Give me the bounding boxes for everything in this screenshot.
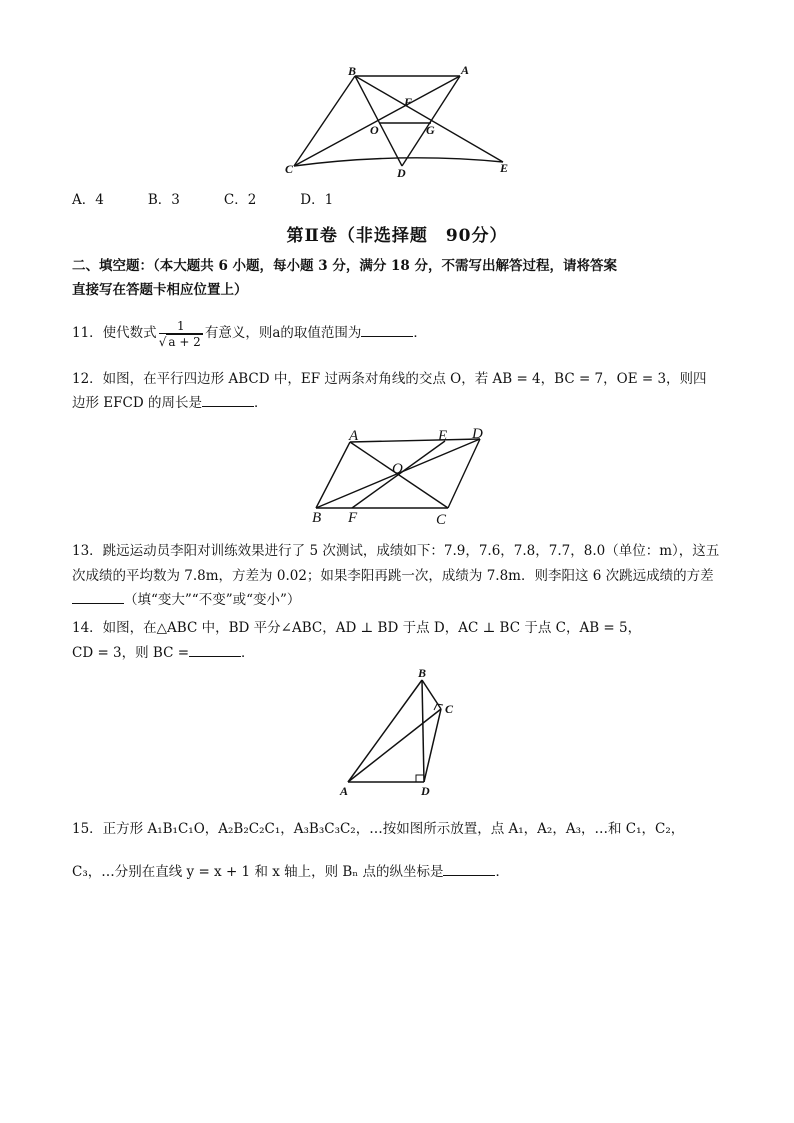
choice-d: D．1 <box>300 192 334 208</box>
fig10-label-F: F <box>404 95 413 109</box>
figure-q14 <box>336 664 466 804</box>
q12-line2-text: 边形 EFCD 的周长是 <box>72 395 202 411</box>
q15-answer-blank[interactable] <box>443 863 495 876</box>
fig10-label-B: B <box>348 64 357 78</box>
fig12-label-D: D <box>472 426 483 442</box>
figure-q10 <box>280 62 520 182</box>
q13-line1: 13．跳远运动员李阳对训练效果进行了 5 次测试，成绩如下：7.9，7.6，7.8，7.7，8.0（单位：m），这五 <box>72 543 720 559</box>
q11-pre: 11．使代数式 <box>72 325 157 341</box>
q12-answer-blank[interactable] <box>202 394 254 407</box>
fig12-label-O: O <box>392 461 403 477</box>
fig10-label-E: E <box>500 161 509 175</box>
q11-answer-blank[interactable] <box>361 324 413 337</box>
choice-a: A．4 <box>72 192 104 208</box>
fig12-label-E: E <box>438 428 448 444</box>
q15-line1: 15．正方形 A₁B₁C₁O，A₂B₂C₂C₁，A₃B₃C₃C₂，…按如图所示放置，点 A₁，A₂，A₃，…和 C₁，C₂， <box>72 821 685 837</box>
q12-line2 <box>72 393 267 413</box>
q14-end: ． <box>241 645 255 661</box>
q11-radicand: a + 2 <box>168 334 201 349</box>
fig10-label-D: D <box>397 166 406 180</box>
q13-answer-blank[interactable] <box>72 591 124 604</box>
q14-line2-text: CD = 3，则 BC = <box>72 645 190 661</box>
q11-fraction <box>159 319 203 349</box>
part2-heading-line1: 二、填空题：（本大题共 6 小题，每小题 3 分，满分 18 分，不需写出解答过程，请将答案 <box>72 258 618 274</box>
q13-line3 <box>72 590 300 610</box>
q12-end: ． <box>253 395 268 411</box>
fig10-label-C: C <box>285 162 294 176</box>
fig12-label-A: A <box>349 428 359 444</box>
choice-b: B．3 <box>147 192 180 208</box>
question-11 <box>72 316 427 350</box>
fig14-label-B: B <box>418 666 427 680</box>
fig10-label-O: O <box>370 123 379 137</box>
fig14-label-C: C <box>445 702 454 716</box>
fig14-label-D: D <box>421 784 430 798</box>
fig10-label-A: A <box>461 63 470 77</box>
fig12-label-F: F <box>348 510 358 526</box>
q12-line1: 12．如图，在平行四边形 ABCD 中，EF 过两条对角线的交点 O，若 AB = 4，BC = 7，OE = 3，则四 <box>72 371 707 387</box>
fig14-label-A: A <box>340 784 349 798</box>
q13-line2: 次成绩的平均数为 7.8m，方差为 0.02；如果李阳再跳一次，成绩为 7.8m．则李阳这 6 次跳远成绩的方差 <box>72 568 714 584</box>
q11-numerator: 1 <box>159 319 203 334</box>
choice-c: C．2 <box>223 192 257 208</box>
q13-line3-text: （填“变大”“不变”或“变小”） <box>124 592 301 608</box>
q14-line1: 14．如图，在△ABC 中，BD 平分∠ABC，AD ⊥ BD 于点 D，AC ⊥ BC 于点 C，AB = 5， <box>72 620 642 636</box>
q15-line2-text: C₃，…分别在直线 y = x + 1 和 x 轴上，则 Bₙ 点的纵坐标是 <box>72 864 444 880</box>
section-title: 第Ⅱ卷（非选择题 90分） <box>286 226 508 246</box>
q14-line2 <box>72 643 255 663</box>
q15-end: ． <box>495 864 509 880</box>
q15-line2 <box>72 862 509 882</box>
fig12-label-B: B <box>312 510 322 526</box>
q10-choices <box>72 190 377 210</box>
q11-end: ． <box>413 325 427 341</box>
q11-denominator: √ a + 2 <box>158 334 201 349</box>
fig10-label-G: G <box>426 123 435 137</box>
figure-q12 <box>300 424 500 534</box>
q11-post: 有意义，则a的取值范围为 <box>204 325 362 341</box>
q14-answer-blank[interactable] <box>189 644 241 657</box>
part2-heading-line2: 直接写在答题卡相应位置上） <box>72 282 248 298</box>
fig12-label-C: C <box>436 512 447 528</box>
